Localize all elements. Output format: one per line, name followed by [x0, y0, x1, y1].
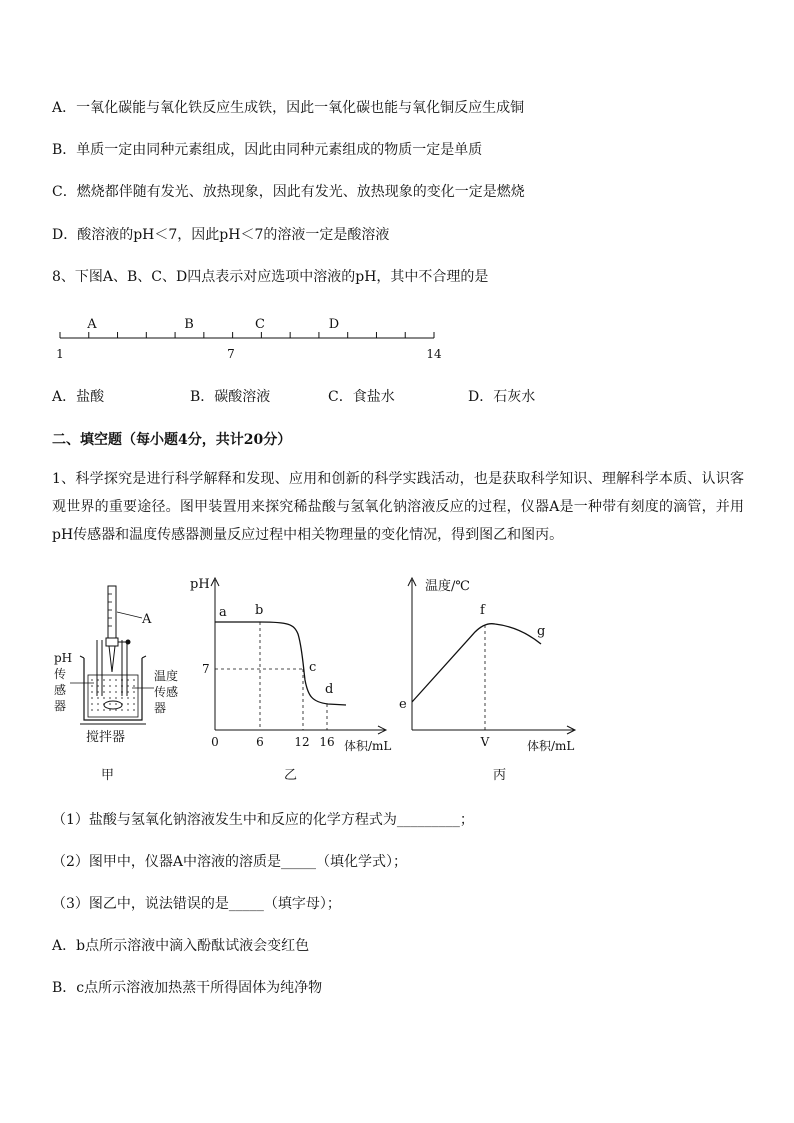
scale-mid: 7	[227, 347, 235, 361]
q8-option-d: D．石灰水	[468, 389, 536, 405]
q8-option-c: C．食盐水	[328, 389, 395, 405]
yi-point-c: c	[309, 660, 317, 675]
liquid-dots	[91, 680, 135, 710]
temp-sensor-line2: 传感	[154, 685, 179, 699]
stirrer-label: 搅拌器	[86, 730, 126, 745]
yi-point-d: d	[325, 682, 334, 697]
temp-sensor-line1: 温度	[154, 669, 179, 683]
q7-option-d: D．酸溶液的pH＜7，因此pH＜7的溶液一定是酸溶液	[52, 227, 390, 243]
q8-stem: 8、下图A、B、C、D四点表示对应选项中溶液的pH，其中不合理的是	[52, 269, 489, 285]
ph-sensor-line4: 器	[54, 699, 67, 713]
bing-point-f: f	[480, 603, 485, 618]
q1-sub2: （2）图甲中，仪器A中溶液的溶质是_____（填化学式）；	[52, 854, 408, 870]
q7-option-a: A．一氧化碳能与氧化铁反应生成铁，因此一氧化碳也能与氧化铜反应生成铜	[52, 100, 525, 116]
figure-yi-ph-chart	[188, 572, 403, 787]
yi-tick-x0: 0	[211, 735, 219, 749]
q8-option-a: A．盐酸	[52, 389, 105, 405]
figure-jia-apparatus	[50, 580, 190, 785]
q1-sub3-option-b: B．c点所示溶液加热蒸干所得固体为纯净物	[52, 980, 323, 996]
q8-option-b: B．碳酸溶液	[190, 389, 271, 405]
scale-point-a: A	[87, 317, 97, 332]
bing-point-g: g	[537, 624, 546, 639]
section2-title: 二、填空题（每小题4分，共计20分）	[52, 432, 292, 448]
q7-option-c: C．燃烧都伴随有发光、放热现象，因此有发光、放热现象的变化一定是燃烧	[52, 184, 525, 200]
temp-sensor-line3: 器	[154, 701, 167, 715]
caption-jia: 甲	[101, 768, 115, 783]
bing-x-label: 体积/mL	[527, 739, 575, 753]
q1-stem: 1、科学探究是进行科学解释和发现、应用和创新的科学实践活动，也是获取科学知识、理解科学本质、认识客观世界的重要途径。图甲装置用来探究稀盐酸与氢氧化钠溶液反应的过程，仪器A是一种带有刻度的滴管，并用pH传感器和温度传感器测量反应过程中相关物理量的变化情况，得到图乙和图丙。	[52, 471, 744, 543]
scale-point-c: C	[255, 317, 265, 332]
bing-point-e: e	[399, 697, 407, 712]
scale-min: 1	[56, 347, 64, 361]
label-a: A	[142, 612, 152, 627]
figure-bing-temp-chart	[395, 572, 595, 787]
ph-sensor-line1: pH	[54, 651, 73, 665]
yi-tick-y7: 7	[202, 662, 210, 676]
q1-sub3-option-a: A．b点所示溶液中滴入酚酞试液会变红色	[52, 938, 310, 954]
yi-point-a: a	[219, 605, 227, 620]
ph-scale-figure	[50, 312, 450, 364]
ph-sensor-line3: 感	[54, 683, 67, 697]
scale-ticks	[60, 332, 434, 338]
ph-sensor-line2: 传	[54, 667, 67, 681]
yi-tick-x12: 12	[294, 735, 310, 749]
caption-bing: 丙	[493, 768, 507, 783]
caption-yi: 乙	[284, 768, 298, 783]
q8-options	[52, 387, 535, 407]
scale-max: 14	[426, 347, 442, 361]
q1-sub3: （3）图乙中，说法错误的是_____（填字母）；	[52, 896, 341, 912]
scale-point-d: D	[328, 317, 340, 332]
q7-option-b: B．单质一定由同种元素组成，因此由同种元素组成的物质一定是单质	[52, 142, 483, 158]
bing-tick-v: V	[480, 735, 490, 749]
bing-y-label: 温度/℃	[425, 579, 470, 594]
yi-point-b: b	[255, 603, 264, 618]
yi-tick-x16: 16	[319, 735, 335, 749]
yi-tick-x6: 6	[256, 735, 264, 749]
yi-x-label: 体积/mL	[344, 739, 392, 753]
yi-y-label: pH	[190, 577, 210, 592]
scale-point-b: B	[184, 317, 194, 332]
q1-sub1: （1）盐酸与氢氧化钠溶液发生中和反应的化学方程式为_________；	[52, 812, 474, 828]
